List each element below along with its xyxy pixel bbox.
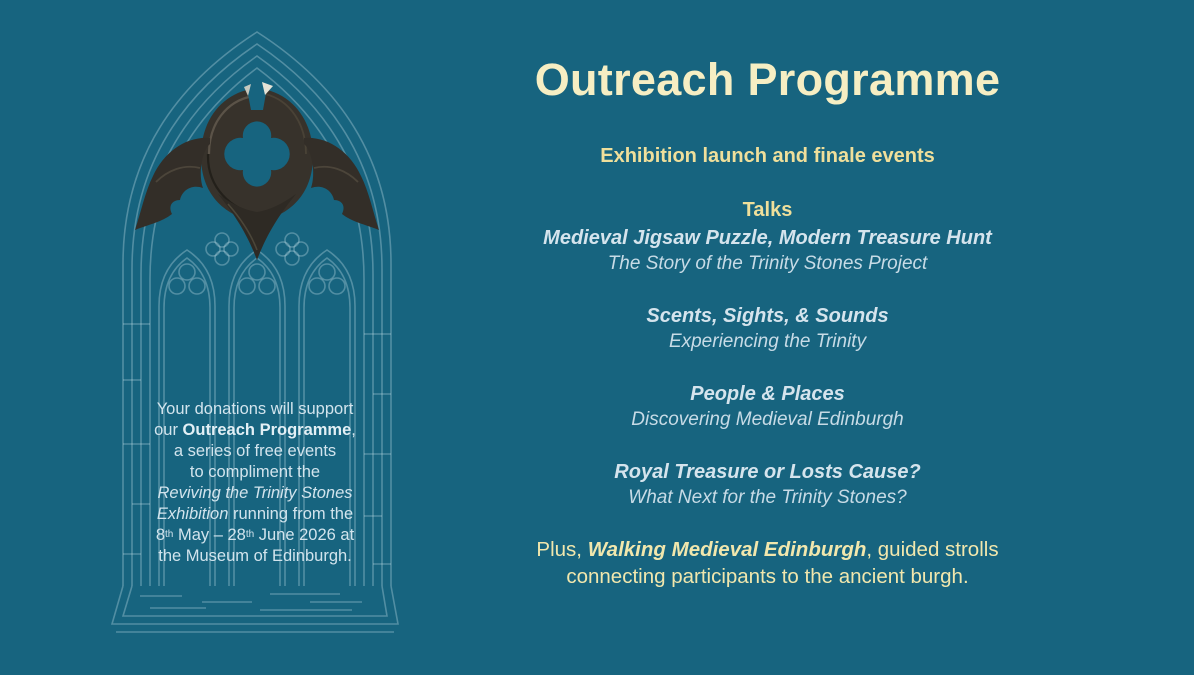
closing-line-1 — [420, 536, 1115, 563]
date-text: June 2026 at — [254, 526, 355, 544]
donation-note — [85, 399, 425, 567]
note-line-1 — [85, 399, 425, 420]
exhibition-title-italic: Exhibition — [156, 505, 229, 523]
talk-title: Scents, Sights, & Sounds — [646, 305, 889, 327]
talk-title: Royal Treasure or Losts Cause? — [614, 461, 921, 483]
talk-item-4 — [420, 459, 1115, 511]
talk-subtitle: Experiencing the Trinity — [668, 331, 867, 352]
note-text: to compliment the — [189, 463, 321, 481]
note-text: , — [351, 421, 356, 439]
talk-title: Medieval Jigsaw Puzzle, Modern Treasure Hunt — [543, 227, 992, 249]
page-title: Outreach Programme — [534, 54, 1001, 105]
closing-text: Plus, — [536, 538, 588, 561]
note-text: a series of free events — [173, 442, 337, 460]
ordinal-superscript: th — [245, 529, 255, 540]
note-line-2 — [85, 420, 425, 441]
note-text: our — [154, 421, 183, 439]
note-line-3 — [85, 441, 425, 462]
note-text: running from the — [228, 505, 354, 523]
note-line-5 — [85, 483, 425, 504]
quatrefoil-rosette-right — [276, 233, 308, 265]
slide-subtitle: Exhibition launch and finale events — [600, 145, 935, 167]
talk-item-2 — [420, 303, 1115, 355]
talk-title: People & Places — [690, 383, 845, 405]
note-text: the Museum of Edinburgh. — [158, 547, 352, 565]
talk-item-3 — [420, 381, 1115, 433]
date-text: 8 — [155, 526, 166, 544]
talk-subtitle: Discovering Medieval Edinburgh — [631, 409, 904, 430]
talk-subtitle: What Next for the Trinity Stones? — [628, 487, 907, 508]
quatrefoil-rosette-left — [206, 233, 238, 265]
closing-note — [420, 536, 1115, 590]
note-line-8 — [85, 546, 425, 567]
note-line-6 — [85, 504, 425, 525]
walking-tour-name-bold: Walking Medieval Edinburgh — [587, 538, 867, 561]
window-sill — [112, 586, 398, 624]
exhibition-title-italic: Reviving the Trinity Stones — [157, 484, 353, 502]
programme-name-bold: Outreach Programme — [182, 421, 352, 439]
closing-line-2: connecting participants to the ancient burgh. — [566, 565, 969, 588]
closing-text: , guided strolls — [866, 538, 999, 561]
note-text: Your donations will support — [156, 400, 354, 418]
date-text: May – 28 — [173, 526, 246, 544]
outreach-content — [420, 56, 1115, 590]
talk-item-1 — [420, 225, 1115, 277]
talk-subtitle: The Story of the Trinity Stones Project — [607, 253, 928, 274]
talks-heading: Talks — [742, 199, 793, 221]
ordinal-superscript: th — [165, 529, 174, 540]
note-line-4 — [85, 462, 425, 483]
note-line-7 — [85, 525, 425, 546]
